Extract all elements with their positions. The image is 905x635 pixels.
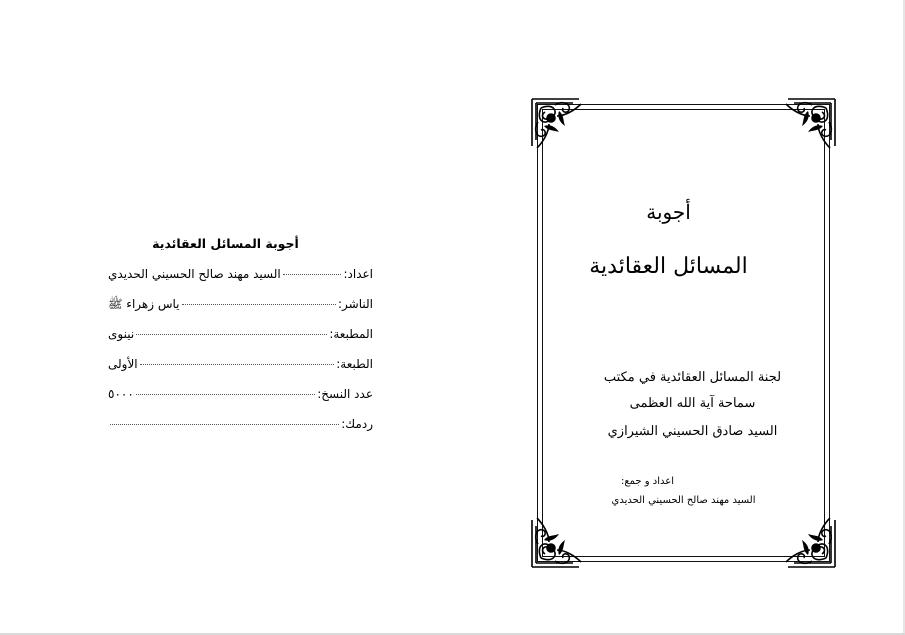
imprint-value: ٥٠٠٠ — [108, 387, 134, 401]
dotted-leader — [110, 424, 339, 425]
cover-prepared-label: اعداد و جمع: — [620, 476, 675, 487]
dotted-leader — [136, 394, 315, 395]
imprint-row-copies — [108, 387, 373, 417]
imprint-block — [108, 236, 373, 447]
cover-title-line2: المسائل العقائدية — [589, 254, 748, 279]
imprint-row-edition — [108, 357, 373, 387]
cover-subtitle-line3: السيد صادق الحسيني الشيرازي — [607, 424, 778, 439]
imprint-label: الناشر: — [338, 297, 373, 311]
ornament-corner-icon — [529, 512, 587, 570]
imprint-value: ياس زهراء ﷺ — [108, 297, 180, 311]
imprint-label: الطبعة: — [336, 357, 373, 371]
dotted-leader — [136, 334, 327, 335]
imprint-row-preparer — [108, 267, 373, 297]
ornament-corner-icon — [780, 96, 838, 154]
imprint-label: المطبعة: — [329, 327, 373, 341]
dotted-leader — [283, 274, 342, 275]
imprint-value: السيد مهند صالح الحسيني الحديدي — [108, 267, 281, 281]
ornament-corner-icon — [780, 512, 838, 570]
book-cover — [529, 96, 838, 570]
imprint-row-press — [108, 327, 373, 357]
cover-frame-inner — [542, 109, 825, 557]
dotted-leader — [140, 364, 335, 365]
dotted-leader — [182, 304, 337, 305]
imprint-title: أجوبة المسائل العقائدية — [152, 236, 299, 251]
imprint-row-publisher — [108, 297, 373, 327]
cover-subtitle-line1: لجنة المسائل العقائدية في مكتب — [603, 370, 782, 385]
imprint-label: اعداد: — [343, 267, 373, 281]
cover-title-line1: أجوبة — [646, 200, 691, 224]
imprint-row-isbn — [108, 417, 373, 447]
ornament-corner-icon — [529, 96, 587, 154]
cover-subtitle-line2: سماحة آية الله العظمى — [629, 396, 756, 411]
cover-prepared-name: السيد مهند صالح الحسيني الحديدي — [611, 495, 756, 506]
imprint-value: الأولى — [108, 357, 138, 371]
imprint-label: عدد النسخ: — [317, 387, 373, 401]
imprint-value: نينوى — [108, 327, 135, 341]
imprint-label: ردمك: — [341, 417, 373, 431]
